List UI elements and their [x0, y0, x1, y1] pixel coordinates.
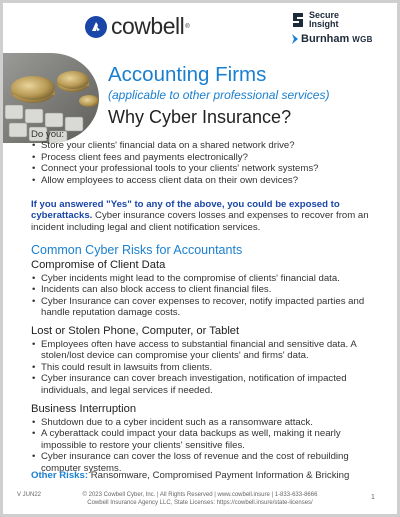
list-item: • Cyber insurance can cover the loss of revenue and the cost of rebuilding computer systems. — [31, 451, 387, 474]
secure-insight-icon — [291, 11, 305, 29]
other-risks — [31, 470, 387, 481]
exposure-warning: If you answered "Yes" to any of the above, you could be exposed to cyberattacks. — [31, 199, 340, 222]
list-item: • Cyber insurance can cover breach investigation, notification of impacted individuals, and legal services if needed. — [31, 373, 387, 396]
chevron-right-icon — [291, 34, 299, 44]
partner-burnham: Burnham — [301, 33, 350, 45]
list-item: • Store your clients' financial data on a shared network drive? — [31, 140, 387, 151]
risks-heading: Common Cyber Risks for Accountants — [31, 243, 243, 257]
partner-logo — [291, 11, 391, 45]
list-item: • Incidents can also block access to client financial files. — [31, 284, 387, 295]
exposure-paragraph — [31, 199, 387, 233]
footer-copyright: © 2023 Cowbell Cyber, Inc. | All Rights Reserved | www.cowbell.insure | 1-833-633-8666 — [82, 492, 318, 498]
section-heading: Why Cyber Insurance? — [108, 107, 292, 127]
registered-mark: ® — [185, 23, 190, 30]
list-item: • Allow employees to access client data on their own devices? — [31, 175, 387, 186]
list-item: • Process client fees and payments electronically? — [31, 152, 387, 163]
cowbell-logo — [85, 13, 190, 40]
list-item: • Employees often have access to substantial financial and sensitive data. A stolen/lost device can compromise your clients' and firms' data. — [31, 339, 387, 362]
risk-title-client-data: Compromise of Client Data — [31, 259, 166, 271]
page-subtitle: (applicable to other professional services) — [108, 88, 330, 102]
exposure-explanation: Cyber insurance covers losses and expenses to recover from an incident including legal and client notification services. — [31, 210, 369, 233]
list-item: • Cyber incidents might lead to the compromise of clients' financial data. — [31, 273, 387, 284]
footer-licenses: Cowbell Insurance Agency LLC, State Licenses: https://cowbell.insure/state-licenses/ — [87, 500, 313, 506]
version-code: V JUN22 — [17, 492, 42, 498]
intro-bullet-list — [31, 140, 387, 186]
partner-name-line2: Insight — [309, 19, 339, 29]
intro-block — [31, 129, 387, 186]
list-item: • Shutdown due to a cyber incident such as a ransomware attack. — [31, 417, 387, 428]
page-title: Accounting Firms — [108, 63, 267, 86]
list-item: • Connect your professional tools to your clients' network systems? — [31, 163, 387, 174]
partner-wgb: WGB — [352, 34, 373, 44]
list-item: • Cyber Insurance can cover expenses to recover, notify impacted parties and handle reputation damage costs. — [31, 296, 387, 319]
risk-list-business-interruption — [31, 417, 387, 474]
other-risks-label: Other Risks: — [31, 470, 89, 481]
list-item: • This could result in lawsuits from clients. — [31, 362, 387, 373]
intro-lead: Do you: — [31, 129, 65, 140]
risk-list-lost-device — [31, 339, 387, 396]
cowbell-bell-icon — [85, 16, 107, 38]
list-item: • A cyberattack could impact your data backups as well, making it nearly impossible to restore your clients' sensitive files. — [31, 428, 387, 451]
logo-wordmark: cowbell — [111, 13, 185, 39]
partner-name-line1: Secure — [309, 10, 340, 20]
risk-list-client-data — [31, 273, 387, 319]
other-risks-text: Ransomware, Compromised Payment Information & Bricking — [88, 470, 350, 481]
document-page — [3, 3, 397, 514]
risk-title-lost-device: Lost or Stolen Phone, Computer, or Tablet — [31, 325, 240, 337]
page-number: 1 — [371, 494, 375, 501]
risk-title-business-interruption: Business Interruption — [31, 403, 137, 415]
